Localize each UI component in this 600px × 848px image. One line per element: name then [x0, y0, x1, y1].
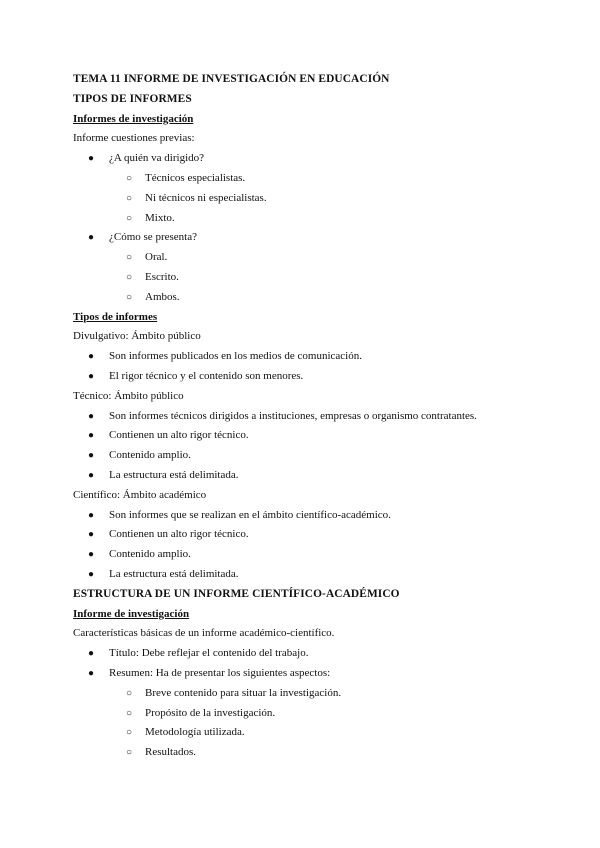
- filled-bullet-icon: ●: [88, 667, 95, 679]
- sublist-item-text: Escrito.: [145, 270, 179, 283]
- sublist-item: [73, 684, 573, 704]
- sublist-item: [73, 723, 573, 743]
- hollow-bullet-icon: ○: [126, 291, 133, 303]
- list-item-text: La estructura está delimitada.: [109, 567, 239, 580]
- sublist-item: [73, 743, 573, 763]
- intro-text: Informe cuestiones previas:: [73, 132, 195, 145]
- list-item-text: Título: Debe reflejar el contenido del trabajo.: [109, 647, 309, 660]
- sublist-item-text: Oral.: [145, 251, 168, 264]
- hollow-bullet-icon: ○: [126, 727, 133, 739]
- subheading-informe-investigacion: Informe de investigación: [73, 607, 190, 620]
- list-item: [73, 525, 573, 545]
- sublist-item: [73, 169, 573, 189]
- document-title: TEMA 11 INFORME DE INVESTIGACIÓN EN EDUCACIÓN: [73, 73, 390, 85]
- filled-bullet-icon: ●: [88, 450, 95, 462]
- filled-bullet-icon: ●: [88, 351, 95, 363]
- section-heading-estructura: ESTRUCTURA DE UN INFORME CIENTÍFICO-ACADÉMICO: [73, 587, 400, 600]
- list-item-text: Contienen un alto rigor técnico.: [109, 528, 249, 541]
- hollow-bullet-icon: ○: [126, 687, 133, 699]
- sublist-item: [73, 209, 573, 229]
- subheading-informes-investigacion: Informes de investigación: [73, 112, 194, 125]
- filled-bullet-icon: ●: [88, 410, 95, 422]
- sublist-item-text: Técnicos especialistas.: [145, 171, 246, 184]
- list-item-text: ¿Cómo se presenta?: [109, 231, 197, 244]
- category-divulgativo: Divulgativo: Ámbito público: [73, 330, 201, 343]
- sublist-item-text: Resultados.: [145, 746, 197, 759]
- list-item-text: Contenido amplio.: [109, 449, 191, 462]
- list-item-text: Son informes técnicos dirigidos a instituciones, empresas o organismo contratantes.: [109, 409, 477, 422]
- list-item: [73, 466, 573, 486]
- intro-text: Características básicas de un informe académico-científico.: [73, 627, 335, 640]
- list-item: [73, 149, 573, 169]
- filled-bullet-icon: ●: [88, 370, 95, 382]
- list-item: [73, 347, 573, 367]
- category-tecnico: Técnico: Ámbito público: [73, 389, 184, 402]
- list-item-text: Contenido amplio.: [109, 548, 191, 561]
- list-item: [73, 446, 573, 466]
- sublist-item-text: Ni técnicos ni especialistas.: [145, 191, 267, 204]
- document-content: [73, 70, 573, 763]
- list-item: [73, 228, 573, 248]
- filled-bullet-icon: ●: [88, 232, 95, 244]
- section-heading-tipos: TIPOS DE INFORMES: [73, 92, 192, 105]
- list-item: [73, 565, 573, 585]
- filled-bullet-icon: ●: [88, 469, 95, 481]
- list-item: [73, 545, 573, 565]
- list-item-text: Son informes publicados en los medios de comunicación.: [109, 350, 362, 363]
- sublist-item: [73, 704, 573, 724]
- hollow-bullet-icon: ○: [126, 271, 133, 283]
- filled-bullet-icon: ●: [88, 153, 95, 165]
- sublist-item-text: Breve contenido para situar la investigación.: [145, 686, 342, 699]
- hollow-bullet-icon: ○: [126, 192, 133, 204]
- filled-bullet-icon: ●: [88, 549, 95, 561]
- list-item: [73, 644, 573, 664]
- list-item-text: Resumen: Ha de presentar los siguientes aspectos:: [109, 666, 331, 679]
- filled-bullet-icon: ●: [88, 568, 95, 580]
- hollow-bullet-icon: ○: [126, 252, 133, 264]
- list-item-text: La estructura está delimitada.: [109, 468, 239, 481]
- list-item-text: Son informes que se realizan en el ámbito científico-académico.: [109, 508, 391, 521]
- filled-bullet-icon: ●: [88, 529, 95, 541]
- list-item-text: Contienen un alto rigor técnico.: [109, 429, 249, 442]
- sublist-item: [73, 248, 573, 268]
- list-item: [73, 426, 573, 446]
- subheading-tipos-informes: Tipos de informes: [73, 310, 158, 323]
- list-item: [73, 506, 573, 526]
- hollow-bullet-icon: ○: [126, 212, 133, 224]
- list-item-text: El rigor técnico y el contenido son menores.: [109, 369, 304, 382]
- filled-bullet-icon: ●: [88, 509, 95, 521]
- hollow-bullet-icon: ○: [126, 172, 133, 184]
- sublist-item: [73, 268, 573, 288]
- list-item: [73, 407, 573, 427]
- sublist-item: [73, 288, 573, 308]
- list-item: [73, 664, 573, 684]
- sublist-item-text: Mixto.: [145, 211, 175, 224]
- sublist-item: [73, 189, 573, 209]
- filled-bullet-icon: ●: [88, 648, 95, 660]
- list-item: [73, 367, 573, 387]
- hollow-bullet-icon: ○: [126, 747, 133, 759]
- hollow-bullet-icon: ○: [126, 707, 133, 719]
- filled-bullet-icon: ●: [88, 430, 95, 442]
- category-cientifico: Científico: Ámbito académico: [73, 488, 207, 501]
- sublist-item-text: Propósito de la investigación.: [145, 706, 276, 719]
- list-item-text: ¿A quién va dirigido?: [109, 152, 205, 165]
- sublist-item-text: Ambos.: [145, 290, 180, 303]
- sublist-item-text: Metodología utilizada.: [145, 726, 245, 739]
